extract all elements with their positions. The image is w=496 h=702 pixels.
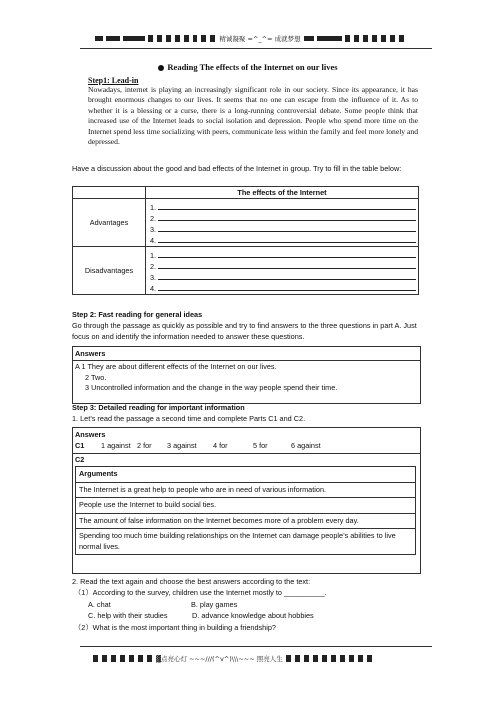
argument-row: People use the Internet to build social ties. — [76, 498, 416, 514]
arguments-heading: Arguments — [76, 467, 416, 483]
footer-text: ▓点亮心灯 ~~~///(^v^)\\\~~~ 照亮人生 — [156, 654, 283, 663]
answer-blank[interactable]: 2. — [150, 260, 418, 271]
step3-heading: Step 3: Detailed reading for important information — [72, 403, 245, 412]
argument-row: Spending too much time building relationships on the Internet can damage people’s abilities to live normal lives. — [76, 529, 416, 555]
answer-line: A 1 They are about different effects of the Internet on our lives. — [75, 362, 277, 371]
advantages-label: Advantages — [73, 199, 146, 247]
question2-instruction: 2. Read the text again and choose the best answers according to the text: — [72, 577, 311, 586]
discussion-prompt: Have a discussion about the good and bad effects of the Internet in group. Try to fill in the table below: — [72, 164, 402, 173]
option-a[interactable]: A. chat — [88, 600, 111, 609]
c1-answer: 5 for — [253, 441, 268, 450]
option-b[interactable]: B. play games — [191, 600, 238, 609]
q1-options-row-2 — [88, 611, 428, 622]
answers-label: Answers — [75, 430, 106, 439]
step1-heading: Step1: Lead-in — [88, 76, 139, 85]
reading-title: Reading The effects of the Internet on our lives — [0, 62, 496, 72]
step2-heading: Step 2: Fast reading for general ideas — [72, 310, 203, 319]
page-footer — [93, 652, 413, 664]
c1-answer: 2 for — [137, 441, 152, 450]
argument-row: The amount of false information on the Internet becomes more of a problem every day. — [76, 513, 416, 529]
option-d[interactable]: D. advance knowledge about hobbies — [192, 611, 314, 620]
answer-blank[interactable]: 1. — [150, 249, 418, 260]
header-decoration — [123, 36, 145, 41]
footer-divider — [80, 646, 432, 647]
header-decoration — [317, 36, 343, 41]
question-1: （1）According to the survey, children use the Internet mostly to __________. — [74, 588, 327, 597]
answer-blank[interactable]: 3. — [150, 271, 418, 282]
disadvantages-label: Disadvantages — [73, 247, 146, 295]
lead-in-passage: Nowadays, internet is playing an increasingly significant role in our society. Since its appearance, it has brought enormous changes to our lives. It seems that no one can escape from the influence of it. As to whether it is a blessing or a curse, there is a long-running controversial debate. Some people think that increased use of the Internet leads to social isolation and depression. People who spend more time on the Internet spend less time socializing with peers, communicate less within the family and feel more lonely and depressed. — [88, 85, 418, 147]
header-decoration — [106, 36, 120, 41]
header-text: 精诚凝聚 =^_^= 成就梦想 — [219, 34, 301, 43]
answers-label: Answers — [73, 347, 420, 361]
answer-line: 3 Uncontrolled information and the change in the way people spend their time. — [85, 383, 338, 392]
page-header — [95, 32, 405, 44]
header-decoration — [95, 36, 103, 41]
answer-blank[interactable]: 2. — [150, 212, 418, 223]
c1-answers — [73, 441, 420, 454]
option-c[interactable]: C. help with their studies — [88, 611, 168, 620]
c1-answer: 3 against — [167, 441, 197, 450]
arguments-table — [75, 466, 416, 555]
answer-blank[interactable]: 3. — [150, 223, 418, 234]
c1-answer: 1 against — [101, 441, 131, 450]
argument-row: The Internet is a great help to people who are in need of various information. — [76, 482, 416, 498]
header-divider — [80, 48, 432, 49]
q1-options-row-1 — [88, 600, 428, 611]
c1-answer: 6 against — [291, 441, 321, 450]
step3-answers-box — [72, 427, 421, 574]
step2-answers-box — [72, 346, 421, 404]
header-decoration — [304, 36, 314, 41]
answer-blank[interactable]: 1. — [150, 201, 418, 212]
step3-instruction: 1. Let’s read the passage a second time and complete Parts C1 and C2. — [72, 414, 306, 423]
c1-label: C1 — [75, 441, 85, 450]
bullet-icon — [158, 65, 164, 71]
c1-answer: 4 for — [213, 441, 228, 450]
answer-blank[interactable]: 4. — [150, 282, 418, 293]
question-2: （2）What is the most important thing in building a friendship? — [74, 623, 276, 632]
c2-label: C2 — [75, 455, 85, 464]
answer-blank[interactable]: 4. — [150, 234, 418, 245]
step2-instructions: Go through the passage as quickly as possible and try to find answers to the three questions in part A. Just focus on and identify the information needed to answer these questions. — [72, 321, 417, 341]
table-heading: The effects of the Internet — [146, 187, 419, 199]
effects-table — [72, 186, 419, 295]
answer-line: 2 Two. — [85, 372, 107, 382]
